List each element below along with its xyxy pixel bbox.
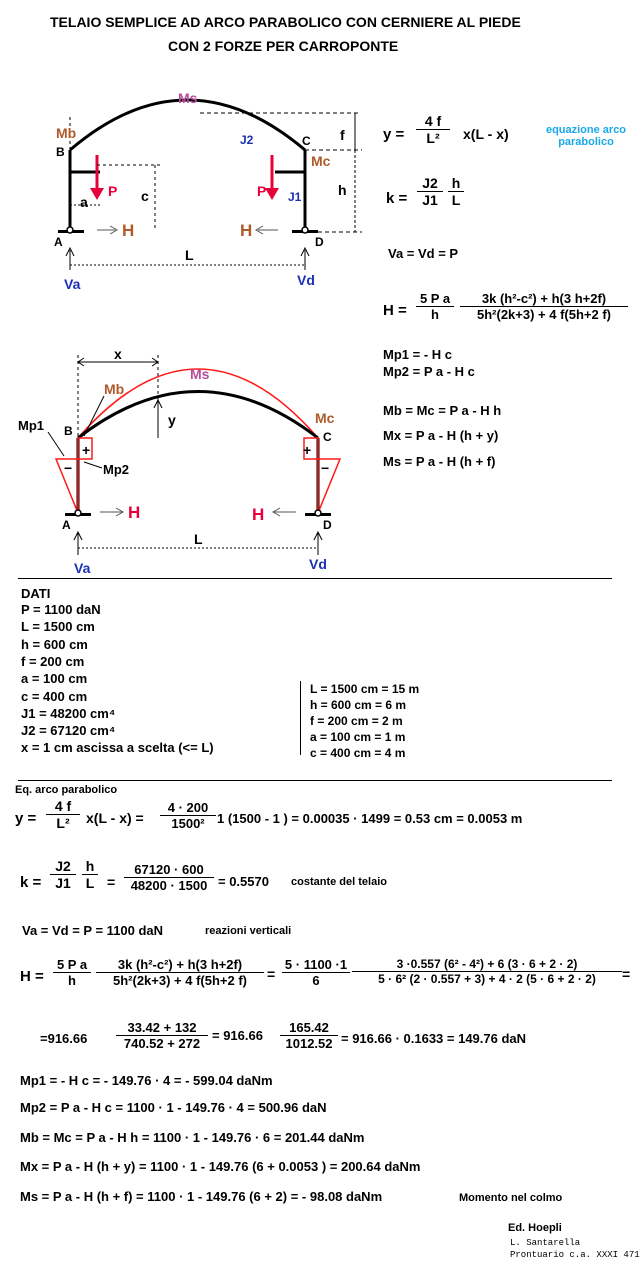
label-vd-2: Vd — [309, 556, 327, 572]
calc-h-num1: 5 P a — [53, 957, 91, 973]
calc-h-num4: 3 ·0.557 (6² - 4²) + 6 (3 · 6 + 2 · 2) — [352, 957, 622, 972]
calc-mp1: Mp1 = - H c = - 149.76 · 4 = - 599.04 daNm — [20, 1073, 273, 1088]
dati-row — [21, 619, 95, 634]
dati-row-label: J2 = — [21, 723, 51, 739]
dati-row-label: c = — [21, 688, 44, 704]
formula-k-num2: h — [448, 175, 464, 192]
calc-k-lhs: k = — [20, 874, 42, 891]
label-h-right-2: H — [252, 505, 265, 524]
dati-row-value: 48200 cm⁴ — [50, 705, 116, 721]
dati-header: DATI — [21, 586, 51, 601]
calc-h-eq2: = — [622, 966, 631, 982]
calc-r2-den1: 740.52 + 272 — [123, 1036, 201, 1051]
calc-r2-num2: 165.42 — [280, 1020, 338, 1036]
label-h-right-1: H — [240, 221, 253, 240]
label-mp1-2: Mp1 — [18, 418, 44, 433]
label-a-dim-1: a — [80, 194, 88, 210]
calc-k-den3: 48200 · 1500 — [130, 878, 208, 893]
calc-k-num1: J2 — [50, 858, 76, 875]
formula-h-den2: 5h²(2k+3) + 4 f(5h+2 f) — [476, 307, 612, 322]
formula-y-frac — [416, 113, 450, 146]
calc-r2-b: = 916.66 — [212, 1028, 263, 1043]
label-p-left-1: P — [108, 183, 118, 199]
calc-h-num3: 5 · 1100 ·1 — [282, 957, 350, 973]
formula-k-den2: L — [451, 192, 461, 208]
dati-row-value: 400 cm — [43, 688, 88, 704]
calc-ms-note: Momento nel colmo — [459, 1192, 563, 1204]
calc-y-frac1 — [46, 798, 80, 831]
conv-row: h = 600 cm = 6 m — [310, 698, 407, 712]
label-c-dim-1: c — [141, 188, 149, 204]
calc-y-num: 4 f — [46, 798, 80, 815]
calc-ms: Ms = P a - H (h + f) = 1100 · 1 - 149.76 (6 + 2) = - 98.08 daNm — [20, 1189, 383, 1204]
formula-k-lhs: k = — [386, 190, 408, 207]
dati-row-label: a = — [21, 671, 44, 687]
calc-y-frac2 — [160, 800, 216, 831]
dati-row-value: 600 cm — [43, 636, 88, 652]
label-p-right-1: P — [257, 183, 267, 199]
conv-bar — [300, 681, 301, 755]
label-mb-2: Mb — [104, 381, 125, 397]
calc-k-num2: h — [82, 858, 98, 875]
calc-k-res: = 0.5570 — [218, 874, 269, 889]
calc-h-frac1 — [53, 957, 91, 988]
formula-mx: Mx = P a - H (h + y) — [383, 428, 499, 443]
conv-row: L = 1500 cm = 15 m — [310, 682, 420, 696]
dati-row — [21, 689, 87, 704]
calc-r2-num1: 33.42 + 132 — [116, 1020, 208, 1036]
divider-1 — [18, 578, 612, 579]
label-mc-2: Mc — [315, 410, 335, 426]
calc-k-frac3 — [124, 862, 214, 893]
dati-row — [21, 740, 214, 755]
title-line-2: CON 2 FORZE PER CARROPONTE — [168, 38, 399, 54]
label-va-2: Va — [74, 560, 91, 576]
calc-eq-title: Eq. arco parabolico — [15, 784, 118, 796]
label-l-2: L — [194, 531, 203, 547]
label-minus-left: − — [64, 460, 73, 476]
calc-va-note: reazioni verticali — [205, 925, 292, 937]
calc-y-mid: x(L - x) = — [86, 810, 144, 826]
calc-h-den3: 6 — [312, 973, 320, 988]
calc-h-den1: h — [68, 973, 76, 988]
formula-mp2: Mp2 = P a - H c — [383, 364, 475, 379]
conv-row: a = 100 cm = 1 m — [310, 730, 406, 744]
calc-k-num3: 67120 · 600 — [124, 862, 214, 878]
calc-k-frac1 — [50, 858, 76, 891]
formula-k-den1: J1 — [422, 192, 438, 208]
calc-r2-den2: 1012.52 — [285, 1036, 333, 1051]
label-x-2: x — [114, 346, 122, 362]
calc-y-rest: 1 (1500 - 1 ) = 0.00035 · 1499 = 0.53 cm = 0.0053 m — [217, 811, 523, 826]
dati-row-value: 67120 cm⁴ — [50, 723, 116, 739]
dati-row-label: h = — [21, 636, 44, 652]
calc-y-num2: 4 · 200 — [160, 800, 216, 816]
label-j1-1: J1 — [288, 190, 302, 204]
label-plus-right: + — [303, 442, 312, 458]
dati-row-value: 1 cm ascissa a scelta (<= L) — [43, 740, 214, 756]
dati-row — [21, 602, 101, 617]
label-d-1: D — [315, 235, 324, 249]
formula-h-frac2 — [460, 291, 628, 322]
footer-editor: Ed. Hoepli — [508, 1222, 562, 1234]
formula-h-num1: 5 P a — [416, 291, 454, 307]
dati-row — [21, 706, 115, 721]
label-minus-right: − — [321, 460, 330, 476]
formula-k-num1: J2 — [417, 175, 443, 192]
conv-row: c = 400 cm = 4 m — [310, 746, 406, 760]
dati-row-value: 1500 cm — [43, 619, 95, 635]
label-f-1: f — [340, 127, 345, 143]
label-a-2: A — [62, 518, 71, 532]
calc-y-den: L² — [56, 815, 70, 831]
calc-mx: Mx = P a - H (h + y) = 1100 · 1 - 149.76 (6 + 0.0053 ) = 200.64 daNm — [20, 1159, 421, 1174]
calc-h-eq: = — [267, 966, 276, 982]
calc-h-den2: 5h²(2k+3) + 4 f(5h+2 f) — [112, 973, 248, 988]
formula-ms: Ms = P a - H (h + f) — [383, 454, 496, 469]
formula-eq-note: equazione arco parabolico — [545, 124, 627, 148]
dati-row — [21, 723, 115, 738]
label-h-left-1: H — [122, 221, 135, 240]
footer-book: Prontuario c.a. XXXI 471 — [510, 1250, 640, 1260]
label-plus-left: + — [82, 442, 91, 458]
calc-r2-a: =916.66 — [40, 1031, 88, 1046]
formula-y-den: L² — [426, 130, 440, 146]
dati-row — [21, 654, 84, 669]
calc-k-eq: = — [107, 874, 116, 890]
calc-k-den1: J1 — [55, 875, 71, 891]
label-ms-1: Ms — [178, 90, 198, 106]
calc-y-den2: 1500² — [171, 816, 205, 831]
label-b-1: B — [56, 145, 65, 159]
calc-h-frac3 — [282, 957, 350, 988]
label-mb-1: Mb — [56, 125, 77, 141]
dati-row-label: L = — [21, 619, 44, 635]
calc-h-frac4 — [352, 957, 622, 986]
calc-h-lhs: H = — [20, 968, 44, 985]
calc-k-den2: L — [85, 875, 95, 891]
dati-row-label: x = — [21, 740, 44, 756]
label-l-1: L — [185, 247, 194, 263]
label-h-left-2: H — [128, 503, 141, 522]
calc-r2-frac2 — [280, 1020, 338, 1051]
formula-y-lhs: y = — [383, 126, 405, 143]
dati-row-label: f = — [21, 653, 41, 669]
dati-row-value: 1100 daN — [44, 602, 101, 617]
label-ms-2: Ms — [190, 366, 210, 382]
label-c-1: C — [302, 134, 311, 148]
formula-mp1: Mp1 = - H c — [383, 347, 452, 362]
label-mp2-2: Mp2 — [103, 462, 129, 477]
calc-h-frac2 — [96, 957, 264, 988]
calc-k-note: costante del telaio — [291, 876, 387, 888]
dati-row — [21, 671, 87, 686]
formula-h-den1: h — [431, 307, 439, 322]
label-vd-1: Vd — [297, 272, 315, 288]
calc-h-den4: 5 · 6² (2 · 0.557 + 3) + 4 · 2 (5 · 6 + 2 · 2) — [378, 972, 596, 986]
formula-k-frac2 — [448, 175, 464, 208]
conv-row: f = 200 cm = 2 m — [310, 714, 403, 728]
dati-row-value: 100 cm — [43, 671, 88, 687]
calc-mp2: Mp2 = P a - H c = 1100 · 1 - 149.76 · 4 = 500.96 daN — [20, 1100, 327, 1115]
label-h-1: h — [338, 182, 347, 198]
formula-va: Va = Vd = P — [388, 246, 459, 261]
dati-row — [21, 637, 88, 652]
calc-r2-frac1 — [116, 1020, 208, 1051]
label-minus-top: − — [192, 384, 201, 400]
label-c-2: C — [323, 430, 332, 444]
formula-h-frac1 — [416, 291, 454, 322]
label-d-2: D — [323, 518, 332, 532]
calc-h-num2: 3k (h²-c²) + h(3 h+2f) — [96, 957, 264, 973]
label-y-2: y — [168, 412, 176, 428]
label-j2-1: J2 — [240, 133, 254, 147]
label-mc-1: Mc — [311, 153, 331, 169]
divider-2 — [18, 780, 612, 781]
dati-row-value: 200 cm — [40, 653, 85, 669]
calc-k-frac2 — [82, 858, 98, 891]
frame-diagram-2 — [0, 0, 380, 580]
label-a-1: A — [54, 235, 63, 249]
calc-y-lhs: y = — [15, 810, 37, 827]
dati-row-label: P = — [21, 602, 45, 617]
formula-y-rest: x(L - x) — [463, 126, 509, 142]
footer-author: L. Santarella — [510, 1238, 581, 1248]
dati-row-label: J1 = — [21, 705, 51, 721]
calc-r2-c: = 916.66 · 0.1633 = 149.76 daN — [341, 1031, 527, 1046]
calc-mb: Mb = Mc = P a - H h = 1100 · 1 - 149.76 · 6 = 201.44 daNm — [20, 1130, 365, 1145]
formula-y-num: 4 f — [416, 113, 450, 130]
formula-mb: Mb = Mc = P a - H h — [383, 403, 502, 418]
formula-h-num2: 3k (h²-c²) + h(3 h+2f) — [460, 291, 628, 307]
title-line-1: TELAIO SEMPLICE AD ARCO PARABOLICO CON CERNIERE AL PIEDE — [50, 14, 521, 30]
label-b-2: B — [64, 424, 73, 438]
calc-va: Va = Vd = P = 1100 daN — [22, 923, 164, 938]
formula-h-lhs: H = — [383, 302, 407, 319]
label-va-1: Va — [64, 276, 81, 292]
formula-k-frac1 — [417, 175, 443, 208]
